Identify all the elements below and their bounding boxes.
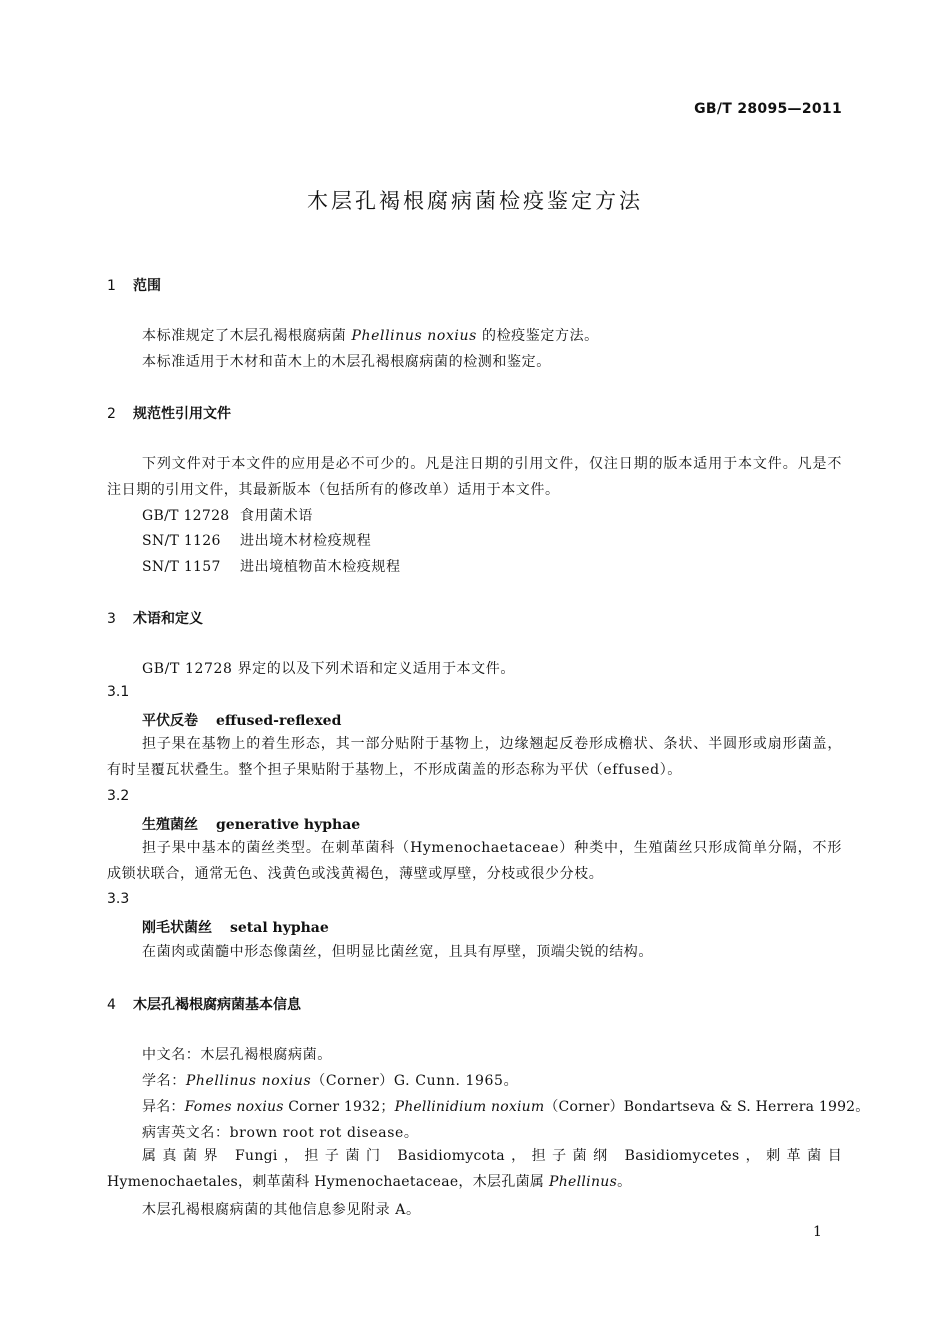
label: 学名：	[142, 1073, 186, 1089]
chinese-name: 中文名：木层孔褐根腐病菌。	[142, 1047, 332, 1063]
author: （Corner）G. Cunn. 1965。	[311, 1073, 519, 1089]
standard-number: GB/T 28095—2011	[694, 101, 842, 117]
synonym-line	[142, 1096, 869, 1116]
scope-paragraph-2: 本标准适用于木材和苗木上的木层孔褐根腐病菌的检测和鉴定。	[142, 354, 551, 370]
synonym-name: Phellinidium noxium	[394, 1099, 545, 1115]
reference-item	[142, 530, 371, 550]
annex-reference: 木层孔褐根腐病菌的其他信息参见附录 A。	[142, 1202, 421, 1218]
author: （Corner）Bondartseva & S. Herrera 1992。	[544, 1099, 870, 1115]
english-name: 病害英文名：brown root rot disease。	[142, 1125, 419, 1141]
reference-code: SN/T 1157	[142, 559, 221, 575]
term-chinese: 平伏反卷	[142, 713, 198, 729]
term-number: 3.1	[107, 684, 130, 700]
synonym-name: Fomes noxius	[184, 1099, 284, 1115]
section-1-heading	[107, 275, 161, 295]
section-title: 规范性引用文件	[133, 406, 231, 422]
term-number: 3.2	[107, 788, 130, 804]
reference-code: GB/T 12728	[142, 508, 230, 524]
term-heading	[142, 917, 329, 937]
taxonomy	[107, 1143, 842, 1195]
section-3-heading	[107, 608, 203, 628]
reference-item	[142, 556, 401, 576]
section-title: 范围	[133, 278, 161, 294]
references-intro: 下列文件对于本文件的应用是必不可少的。凡是注日期的引用文件，仅注日期的版本适用于本文件。凡是不注日期的引用文件，其最新版本（包括所有的修改单）适用于本文件。	[107, 456, 842, 498]
scientific-name: Phellinus noxius	[351, 328, 477, 344]
reference-item	[142, 505, 313, 525]
section-2-heading	[107, 403, 231, 423]
term-definition: 担子果在基物上的着生形态，其一部分贴附于基物上，边缘翘起反卷形成檐状、条状、半圆形或扇形菌盖，有时呈覆瓦状叠生。整个担子果贴附于基物上，不形成菌盖的形态称为平伏（effused）。	[107, 736, 842, 778]
term-english: effused-reflexed	[216, 713, 342, 729]
text-span: 。	[617, 1174, 632, 1190]
term-english: generative hyphae	[216, 817, 361, 833]
term-heading	[142, 814, 360, 834]
section-number: 3	[107, 611, 116, 627]
term-definition: 担子果中基本的菌丝类型。在刺革菌科（Hymenochaetaceae）种类中，生殖菌丝只形成简单分隔，不形成锁状联合，通常无色、浅黄色或浅黄褐色，薄壁或厚壁，分枝或很少分枝。	[107, 840, 842, 882]
section-title: 术语和定义	[133, 611, 203, 627]
term-chinese: 刚毛状菌丝	[142, 920, 212, 936]
scope-paragraph-1	[142, 325, 599, 345]
reference-code: SN/T 1126	[142, 533, 221, 549]
term-chinese: 生殖菌丝	[142, 817, 198, 833]
term-definition: 在菌肉或菌髓中形态像菌丝，但明显比菌丝宽，且具有厚壁，顶端尖锐的结构。	[142, 944, 653, 960]
text-span: 属真菌界 Fungi，担子菌门 Basidiomycota，担子菌纲 Basidiomycetes，刺革菌目 Hymenochaetales，刺革菌科 Hymenochaetaceae，木层孔菌属	[107, 1148, 842, 1190]
term-english: setal hyphae	[230, 920, 329, 936]
term-number: 3.3	[107, 891, 130, 907]
text-span: 的检疫鉴定方法。	[481, 328, 599, 344]
term-heading	[142, 710, 341, 730]
author: Corner 1932；	[283, 1099, 395, 1115]
text-span: 本标准规定了木层孔褐根腐病菌	[142, 328, 347, 344]
scientific-name: Phellinus noxius	[185, 1073, 312, 1089]
label: 异名：	[142, 1099, 185, 1115]
terms-intro: GB/T 12728 界定的以及下列术语和定义适用于本文件。	[142, 661, 515, 677]
reference-name: 进出境木材检疫规程	[240, 533, 372, 549]
section-number: 1	[107, 278, 116, 294]
document-title: 木层孔褐根腐病菌检疫鉴定方法	[307, 189, 643, 213]
section-number: 4	[107, 997, 116, 1013]
section-number: 2	[107, 406, 116, 422]
reference-name: 食用菌术语	[240, 508, 313, 524]
scientific-name-line	[142, 1070, 518, 1090]
page-number: 1	[813, 1224, 822, 1240]
reference-name: 进出境植物苗木检疫规程	[240, 559, 401, 575]
genus-name: Phellinus	[549, 1174, 618, 1190]
section-title: 木层孔褐根腐病菌基本信息	[133, 997, 301, 1013]
section-4-heading	[107, 994, 301, 1014]
